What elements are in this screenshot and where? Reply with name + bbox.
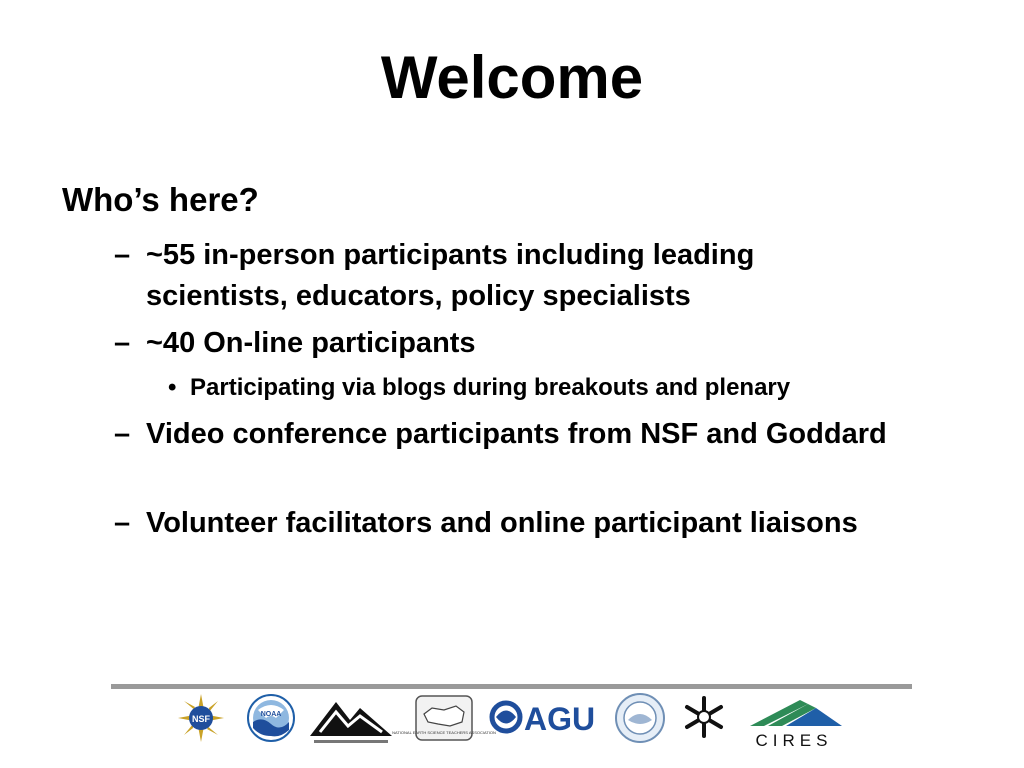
agu-logo-icon <box>488 692 600 742</box>
nesta-logo-icon <box>392 692 496 744</box>
dash-marker: – <box>114 507 131 539</box>
divider <box>111 684 912 689</box>
bullet-text: ~55 in-person participants including leading scientists, educators, policy specialists <box>146 239 755 312</box>
dot-marker: • <box>168 374 177 401</box>
dash-marker: – <box>114 418 131 450</box>
cires-logo-text: CIRES <box>755 731 833 750</box>
nsf-logo-text: NSF <box>192 714 210 724</box>
nsf-logo-icon <box>176 692 226 744</box>
slide-heading: Who’s here? <box>62 181 259 218</box>
cires-logo-icon <box>738 692 850 752</box>
noaa-logo-text: NOAA <box>260 711 282 718</box>
mountains-logo-icon <box>308 692 394 748</box>
dash-marker: – <box>114 239 131 271</box>
subbullet-blogs <box>168 373 928 403</box>
bullet-text: ~40 On-line participants <box>146 327 476 359</box>
slide-title: Welcome <box>380 44 644 111</box>
bullet-volunteers <box>114 503 894 544</box>
noaa-logo-icon <box>246 692 296 744</box>
logo-strip <box>168 692 858 752</box>
bullet-text: Participating via blogs during breakouts and plenary <box>190 374 791 401</box>
seal-logo-icon <box>614 692 666 744</box>
bullet-online <box>114 323 894 364</box>
bullet-in-person <box>114 235 894 317</box>
star-logo-icon <box>682 692 726 742</box>
bullet-video-conference <box>114 414 894 455</box>
nesta-logo-text: NATIONAL EARTH SCIENCE TEACHERS ASSOCIATION <box>392 730 496 735</box>
bullet-text: Volunteer facilitators and online participant liaisons <box>146 507 858 539</box>
agu-logo-text: AGU <box>524 701 596 737</box>
dash-marker: – <box>114 327 131 359</box>
bullet-text: Video conference participants from NSF and Goddard <box>146 418 887 450</box>
